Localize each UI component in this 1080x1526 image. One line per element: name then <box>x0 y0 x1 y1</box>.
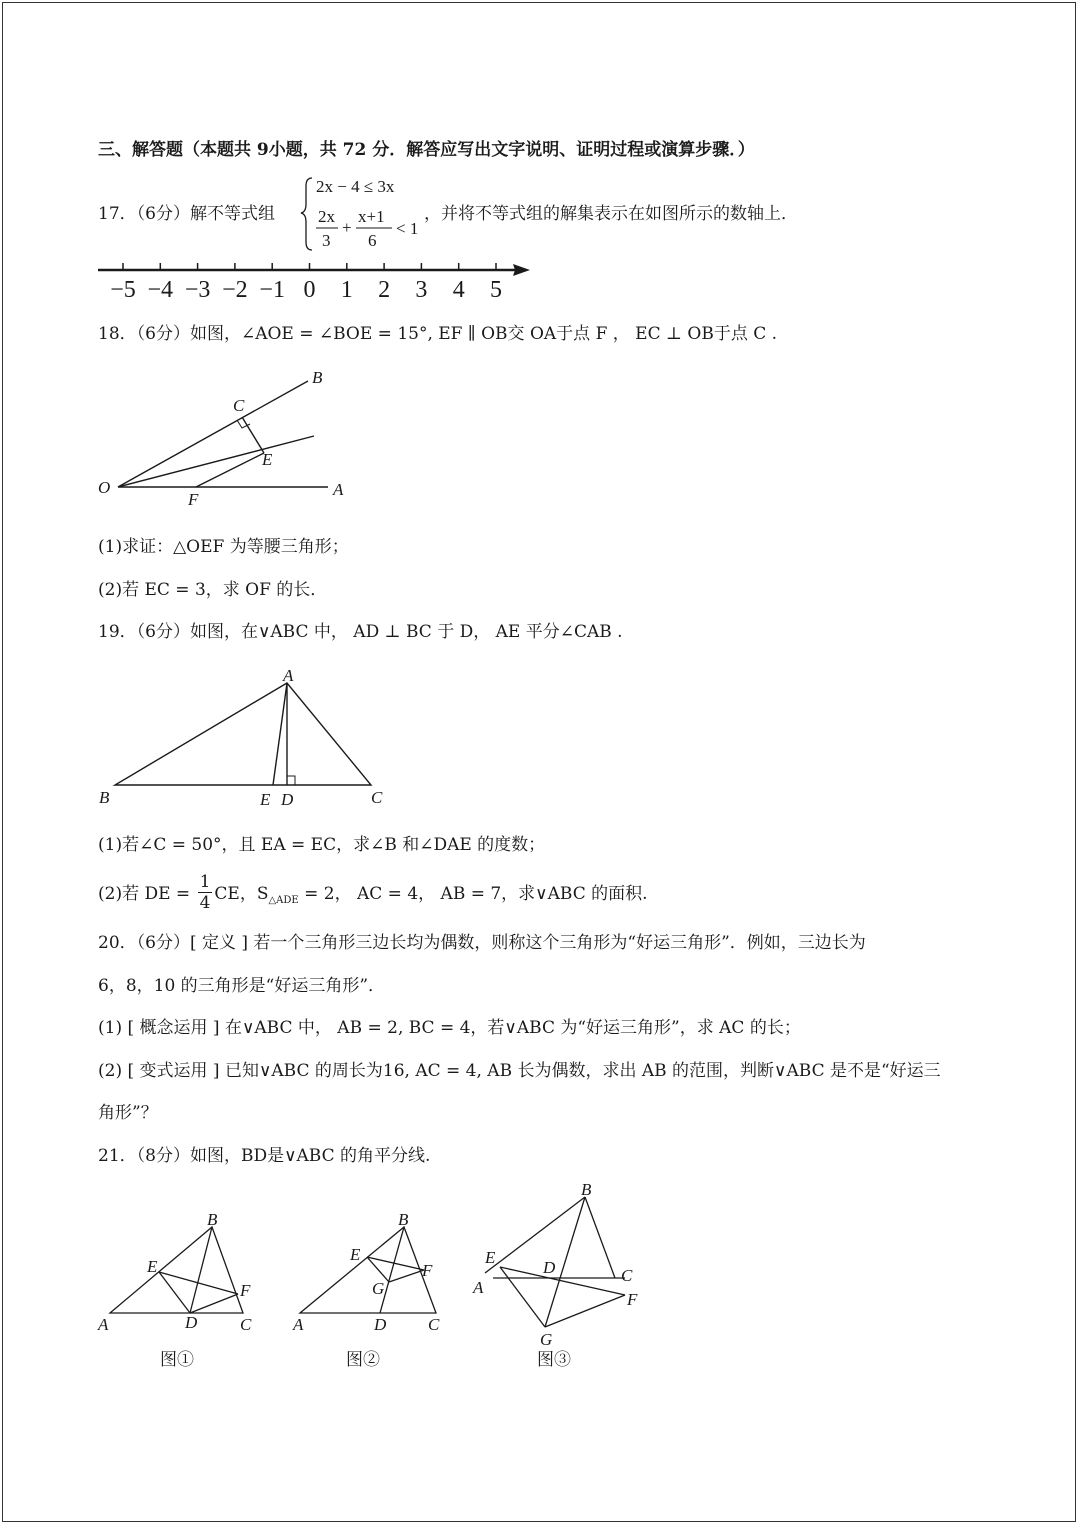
label-B: B <box>581 1180 592 1199</box>
label-B: B <box>398 1210 409 1229</box>
q18-part2: (2)若 EC = 3，求 OF 的长． <box>98 580 328 600</box>
number-line-tick-label: 3 <box>415 277 428 303</box>
number-line-tick-label: −4 <box>147 277 174 303</box>
label-F: F <box>422 1261 433 1280</box>
q20-part1: (1) [ 概念运用 ] 在∨ABC 中， AB = 2, BC = 4，若∨ABC 为“好运三角形”，求 AC 的长； <box>98 1018 801 1038</box>
segment-BC <box>585 1197 615 1278</box>
left-brace <box>301 178 312 250</box>
ray-OB <box>118 381 308 487</box>
label-C: C <box>233 396 245 415</box>
segment-AB <box>485 1197 585 1273</box>
label-O: O <box>98 478 111 497</box>
label-B: B <box>312 368 323 387</box>
label-F: F <box>188 490 199 509</box>
label-F: F <box>240 1281 251 1300</box>
q17-frac2-num: x+1 <box>358 207 385 226</box>
q17-frac1-den: 3 <box>322 231 331 250</box>
number-line-tick-label: −1 <box>259 277 285 303</box>
q17-frac1-num: 2x <box>318 207 335 226</box>
number-line <box>95 255 540 305</box>
section-header: 三、解答题（本题共 9小题，共 72 分．解答应写出文字说明、证明过程或演算步骤．） <box>98 140 755 160</box>
number-line-tick-label: −3 <box>184 277 211 303</box>
number-line-tick-label: 2 <box>378 277 391 303</box>
number-line-tick-label: 1 <box>340 277 353 303</box>
number-line-tick-label: 4 <box>452 277 465 303</box>
q19-part2-c: = 2， AC = 4， AB = 7，求∨ABC 的面积. <box>298 884 648 904</box>
segment-GF <box>389 1270 424 1282</box>
q19-frac-num: 1 <box>199 872 211 892</box>
label-A: A <box>283 666 294 685</box>
triangle-ABC <box>300 1227 436 1313</box>
q21-stem: 21．（8分）如图，BD是∨ABC 的角平分线. <box>98 1146 431 1166</box>
label-C: C <box>371 788 383 807</box>
q21-figure-2 <box>290 1210 450 1340</box>
number-line-tick-label: 0 <box>303 277 316 303</box>
q19-figure <box>95 663 395 813</box>
segment-BD <box>380 1227 404 1313</box>
segment-GF <box>545 1295 625 1327</box>
label-F: F <box>627 1290 638 1309</box>
label-B: B <box>99 788 110 807</box>
q17-frac2-den: 6 <box>368 231 377 250</box>
q19-part2 <box>98 872 648 914</box>
label-E: E <box>260 790 271 809</box>
label-C: C <box>240 1315 252 1334</box>
q21-fig1-caption: 图① <box>160 1350 194 1370</box>
q17-eq1: 2x − 4 ≤ 3x <box>316 177 395 196</box>
segment-BD <box>190 1227 212 1313</box>
segment-DF <box>190 1294 238 1313</box>
q19-part2-b: CE，S <box>214 884 269 904</box>
number-line-tick-label: 5 <box>490 277 502 303</box>
label-E: E <box>485 1248 496 1267</box>
number-line-arrow <box>513 264 530 276</box>
q18-stem: 18．（6分）如图，∠AOE = ∠BOE = 15°, EF ∥ OB交 OA于点 F ， EC ⊥ OB于点 C . <box>98 324 778 344</box>
q19-frac-den: 4 <box>199 893 211 914</box>
label-G: G <box>372 1279 385 1298</box>
label-E: E <box>262 450 273 469</box>
q17-suffix: ，并将不等式组的解集表示在如图所示的数轴上． <box>424 204 798 224</box>
segment-AE <box>273 683 287 785</box>
q21-figure-1 <box>95 1210 265 1340</box>
label-D: D <box>185 1313 198 1332</box>
label-D: D <box>281 790 294 809</box>
label-A: A <box>333 480 344 499</box>
q17-inequality-system <box>300 172 430 254</box>
q17-prefix: 17．（6分）解不等式组 <box>98 204 275 224</box>
q19-fraction <box>198 872 213 914</box>
q17-lt-one: < 1 <box>396 219 419 238</box>
label-G: G <box>540 1330 553 1349</box>
label-A: A <box>293 1315 304 1334</box>
q20-line1: 20．（6分）[ 定义 ] 若一个三角形三边长均为偶数，则称这个三角形为“好运三角形”．例如，三边长为 <box>98 933 866 953</box>
right-angle-mark <box>287 776 295 785</box>
ray-OE <box>118 436 314 487</box>
q17-plus: + <box>342 218 352 237</box>
segment-EC <box>242 417 264 453</box>
label-B: B <box>207 1210 218 1229</box>
q19-part2-a: (2)若 DE = <box>98 884 191 904</box>
triangle-ABC <box>115 683 371 785</box>
q21-fig2-caption: 图② <box>346 1350 380 1370</box>
label-C: C <box>621 1266 633 1285</box>
q20-part2-line1: (2) [ 变式运用 ] 已知∨ABC 的周长为16, AC = 4, AB 长为偶数，求出 AB 的范围，判断∨ABC 是不是“好运三 <box>98 1061 941 1081</box>
q20-line2: 6，8，10 的三角形是“好运三角形”． <box>98 976 386 996</box>
number-line-tick-label: −2 <box>222 277 248 303</box>
segment-ED <box>159 1272 190 1313</box>
label-C: C <box>428 1315 440 1334</box>
number-line-tick-label: −5 <box>110 277 136 303</box>
segment-EF <box>159 1272 238 1294</box>
q20-part2-line2: 角形”？ <box>98 1103 158 1123</box>
label-A: A <box>98 1315 109 1334</box>
label-D: D <box>374 1315 387 1334</box>
q21-fig3-caption: 图③ <box>537 1350 571 1370</box>
label-A: A <box>473 1278 484 1297</box>
q21-figure-3 <box>465 1175 665 1350</box>
q18-part1: (1)求证：△OEF 为等腰三角形； <box>98 537 349 557</box>
label-D: D <box>543 1258 556 1277</box>
label-E: E <box>147 1257 158 1276</box>
q18-figure <box>90 365 370 515</box>
label-E: E <box>350 1245 361 1264</box>
q19-stem: 19．（6分）如图，在∨ABC 中， AD ⊥ BC 于 D， AE 平分∠CAB . <box>98 622 623 642</box>
q19-part1: (1)若∠C = 50°，且 EA = EC，求∠B 和∠DAE 的度数； <box>98 835 546 855</box>
q19-part2-sub: △ADE <box>268 895 299 907</box>
